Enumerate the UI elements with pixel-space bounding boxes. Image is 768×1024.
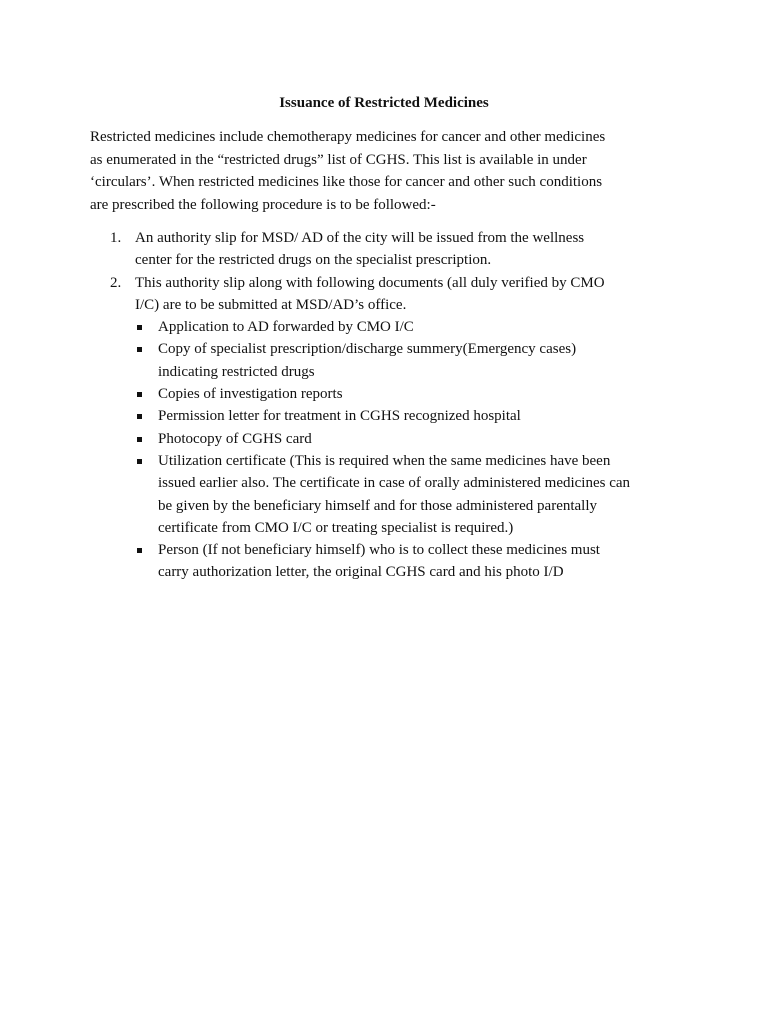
intro-line: Restricted medicines include chemotherapy medicines for cancer and other medicines: [90, 129, 606, 145]
document-line: Photocopy of CGHS card: [158, 430, 312, 447]
step-line: center for the restricted drugs on the specialist prescription.: [135, 252, 492, 269]
square-bullet-icon: [137, 392, 142, 397]
step-number: 1.: [110, 230, 122, 246]
square-bullet-icon: [137, 414, 142, 419]
document-line: Copy of specialist prescription/discharge summery(Emergency cases): [158, 341, 577, 358]
document-line: be given by the beneficiary himself and for those administered parentally: [158, 497, 598, 514]
square-bullet-icon: [137, 459, 142, 464]
document-line: issued earlier also. The certificate in case of orally administered medicines can: [158, 475, 631, 492]
document-line: indicating restricted drugs: [158, 363, 315, 380]
document-item: [135, 338, 690, 383]
square-bullet-icon: [137, 437, 142, 442]
procedure-steps: [90, 227, 690, 584]
document-item: [135, 428, 690, 450]
document-item: [135, 383, 690, 405]
document-item: [135, 405, 690, 427]
document-item: [135, 316, 690, 338]
square-bullet-icon: [137, 325, 142, 330]
document-item: [135, 539, 690, 584]
intro-line: as enumerated in the “restricted drugs” list of CGHS. This list is available in under: [90, 151, 587, 168]
document-line: Application to AD forwarded by CMO I/C: [158, 319, 414, 336]
intro-line: ‘circulars’. When restricted medicines like those for cancer and other such conditions: [90, 174, 603, 190]
intro-line: are prescribed the following procedure is to be followed:-: [90, 196, 436, 213]
document-line: certificate from CMO I/C or treating specialist is required.): [158, 519, 514, 536]
step-line: I/C) are to be submitted at MSD/AD’s office.: [135, 296, 407, 313]
step-item: [90, 227, 690, 272]
document-line: carry authorization letter, the original CGHS card and his photo I/D: [158, 564, 564, 581]
document-title: Issuance of Restricted Medicines: [279, 95, 489, 111]
step-item: [90, 272, 690, 584]
square-bullet-icon: [137, 548, 142, 553]
required-documents-list: [135, 316, 690, 584]
intro-paragraph: [90, 126, 690, 216]
document-line: Person (If not beneficiary himself) who is to collect these medicines must: [158, 542, 600, 559]
document-line: Utilization certificate (This is required when the same medicines have been: [158, 452, 611, 469]
step-line: An authority slip for MSD/ AD of the city will be issued from the wellness: [135, 230, 585, 246]
document-item: [135, 450, 690, 539]
step-line: This authority slip along with following documents (all duly verified by CMO: [135, 274, 605, 291]
square-bullet-icon: [137, 347, 142, 352]
document-line: Permission letter for treatment in CGHS recognized hospital: [158, 408, 521, 425]
document-line: Copies of investigation reports: [158, 386, 343, 403]
step-number: 2.: [110, 274, 122, 291]
